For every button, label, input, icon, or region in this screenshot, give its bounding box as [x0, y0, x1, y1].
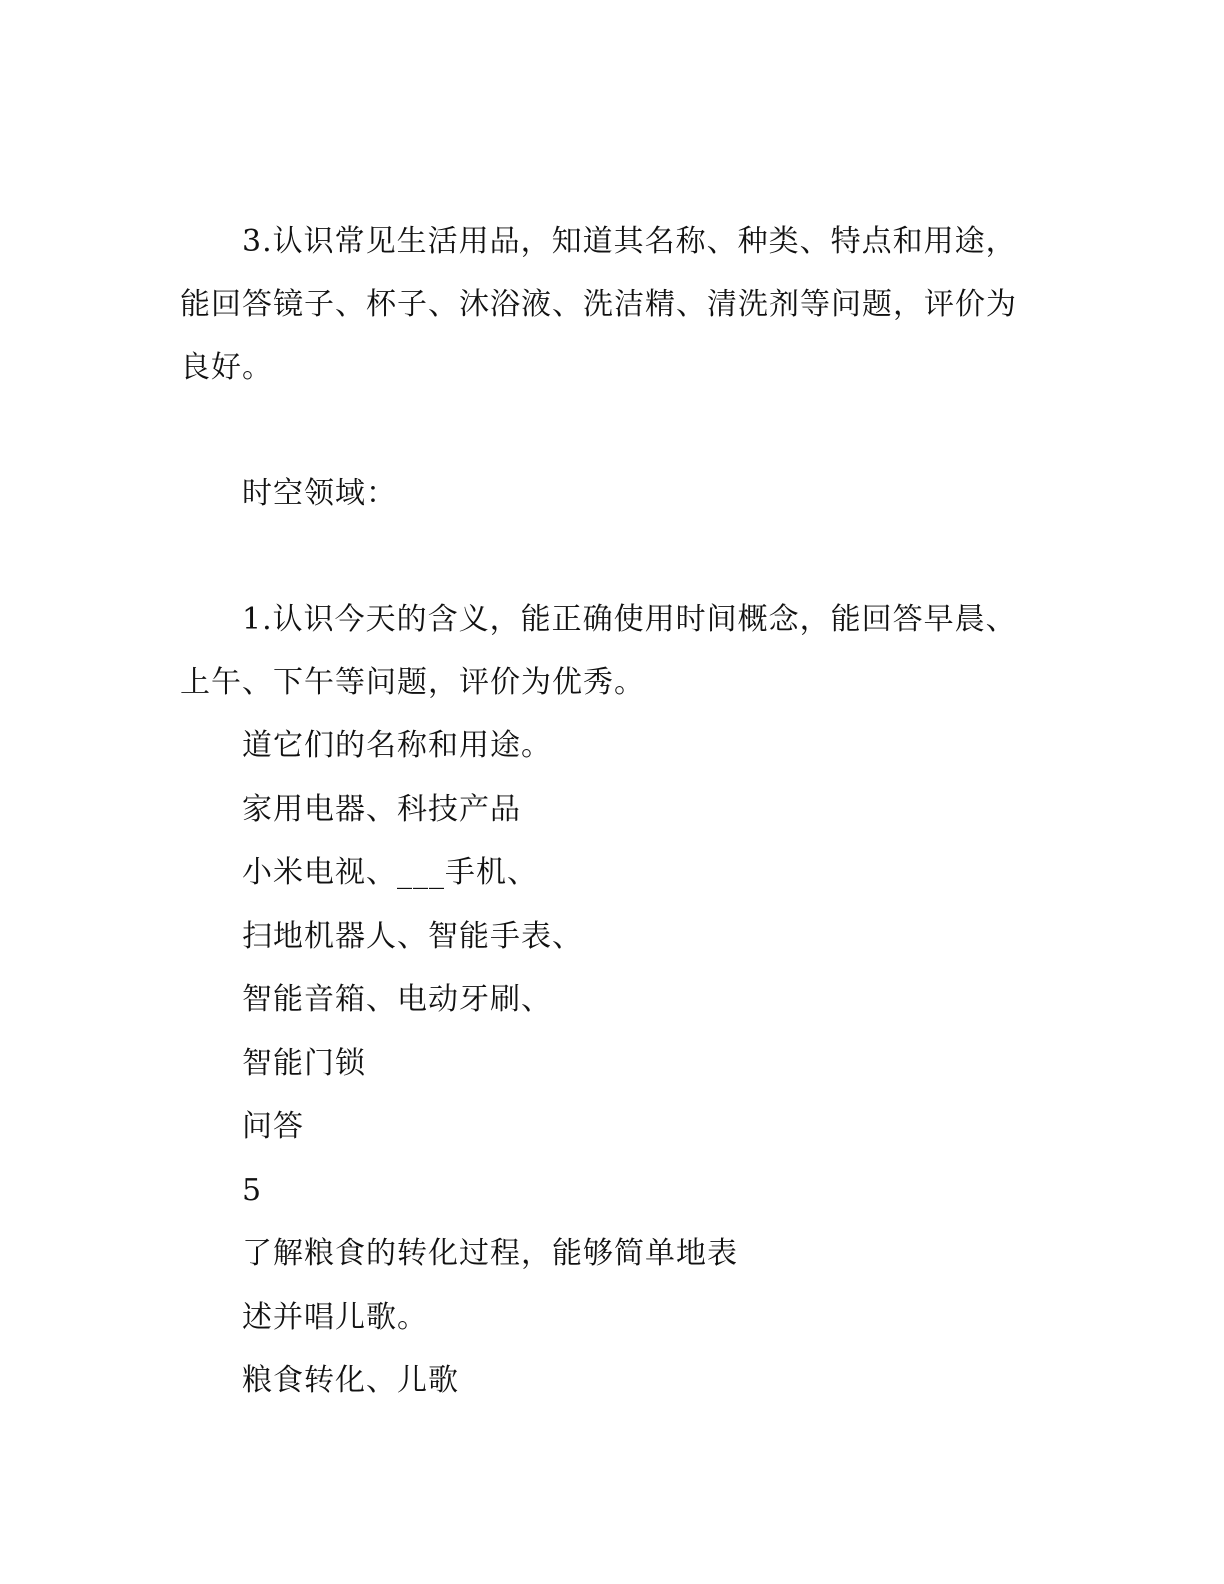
spacer: [180, 399, 1040, 462]
text-line: 道它们的名称和用途。: [242, 728, 552, 763]
text-line: 述并唱儿歌。: [242, 1299, 428, 1335]
text-line: 智能音箱、电动牙刷、: [242, 982, 552, 1017]
paragraph-daily-items: 3.认识常见生活用品，知道其名称、种类、特点和用途，能回答镜子、杯子、沐浴液、洗洁精、清洗剂等问题，评价为良好。: [180, 224, 1017, 385]
paragraph-time-concept: 1.认识今天的含义，能正确使用时间概念，能回答早晨、上午、下午等问题，评价为优秀。: [180, 602, 1017, 700]
text-line: 问答: [242, 1109, 304, 1144]
document-page: [180, 210, 1040, 1413]
text-line: 5: [242, 1172, 263, 1208]
spacer: [180, 525, 1040, 588]
text-line: 小米电视、___手机、: [242, 855, 538, 890]
text-line: 扫地机器人、智能手表、: [242, 918, 583, 954]
text-line: 粮食转化、儿歌: [242, 1363, 459, 1398]
section-heading-space-time: 时空领域：: [242, 476, 397, 511]
text-line: 了解粮食的转化过程，能够简单地表: [242, 1236, 738, 1271]
text-line: 家用电器、科技产品: [242, 791, 521, 827]
text-line: 智能门锁: [242, 1045, 366, 1081]
